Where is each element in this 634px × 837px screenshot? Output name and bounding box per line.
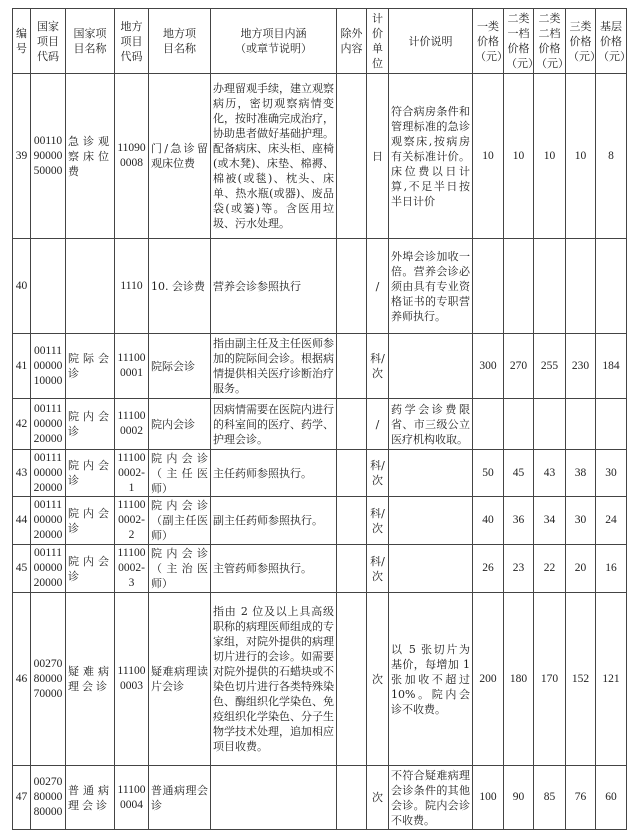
content: 因病情需要在医院内进行的科室间的医疗、药学、护理会诊。 [211, 399, 337, 450]
local-name: 院际会诊 [149, 334, 211, 399]
national-code-line: 50000 [33, 164, 63, 177]
table-row [13, 593, 627, 766]
unit: 次 [367, 593, 389, 766]
pricing-note: 外埠会诊加收一倍。营养会诊必须由具有专业资格证书的专职营养师执行。 [389, 239, 473, 334]
local-code [115, 239, 149, 334]
price-base [596, 239, 627, 334]
table-row [13, 334, 627, 399]
local-code-line: 11100 [117, 783, 146, 796]
header-pricing-note: 计价说明 [389, 9, 473, 74]
price-class2a: 90 [504, 766, 534, 830]
table-row [13, 399, 627, 450]
row-no: 46 [13, 593, 31, 766]
header-price-class2b: 二类二档价格（元） [534, 9, 566, 74]
price-class2b: 34 [534, 497, 566, 545]
national-code [31, 239, 66, 334]
price-class2b: 255 [534, 334, 566, 399]
local-code-line: 11100 [117, 547, 146, 559]
national-code-line: 00000 [33, 514, 63, 526]
table-row [13, 74, 627, 239]
content: 指由副主任及主任医师参加的院际间会诊。根据病情提供相关医疗诊断治疗服务。 [211, 334, 337, 399]
local-code [115, 450, 149, 497]
price-class3: 230 [566, 334, 596, 399]
row-no: 39 [13, 74, 31, 239]
row-no: 42 [13, 399, 31, 450]
national-name: 院内会诊 [66, 497, 115, 545]
local-code [115, 334, 149, 399]
excluded [337, 239, 367, 334]
national-code-line: 00110 [33, 134, 63, 147]
price-class2b [534, 399, 566, 450]
national-code-line: 00000 [33, 359, 63, 372]
unit: 科/次 [367, 497, 389, 545]
national-code [31, 497, 66, 545]
price-base: 184 [596, 334, 627, 399]
header-price-class2a: 二类一档价格（元） [504, 9, 534, 74]
header-local-code: 地方项目代码 [115, 9, 149, 74]
unit: 日 [367, 74, 389, 239]
price-class1 [473, 399, 504, 450]
price-class2a: 45 [504, 450, 534, 497]
header-row [13, 9, 627, 74]
price-class3: 30 [566, 497, 596, 545]
content: 主任药师参照执行。 [211, 450, 337, 497]
national-code-line: 80000 [33, 806, 63, 818]
unit: 科/次 [367, 450, 389, 497]
local-code-line: 11100 [117, 352, 146, 364]
unit: 次 [367, 766, 389, 830]
local-code [115, 74, 149, 239]
table-row [13, 239, 627, 334]
price-base: 8 [596, 74, 627, 239]
row-no: 40 [13, 239, 31, 334]
price-class2a: 180 [504, 593, 534, 766]
content: 主管药师参照执行。 [211, 545, 337, 593]
national-code-line: 00270 [33, 776, 63, 788]
local-name: 10. 会诊费 [149, 239, 211, 334]
national-code-line: 10000 [33, 374, 63, 387]
header-local-name: 地方项目名称 [149, 9, 211, 74]
national-code-line: 80000 [33, 791, 63, 803]
national-code-line: 20000 [33, 577, 63, 589]
excluded [337, 593, 367, 766]
national-name: 院际会诊 [66, 334, 115, 399]
local-code-line: 0002 [120, 425, 143, 437]
local-name: 院内会诊 [149, 399, 211, 450]
price-base [596, 399, 627, 450]
national-code-line: 80000 [33, 672, 63, 685]
national-code [31, 74, 66, 239]
local-name: 普通病理会诊 [149, 766, 211, 830]
price-class2b: 10 [534, 74, 566, 239]
pricing-table [12, 8, 631, 830]
local-code-line: 0002- [118, 562, 145, 574]
header-national-name: 国家项目名称 [66, 9, 115, 74]
price-class2b: 85 [534, 766, 566, 830]
national-code [31, 334, 66, 399]
national-code [31, 450, 66, 497]
price-class1: 40 [473, 497, 504, 545]
price-class1 [473, 239, 504, 334]
local-code [115, 766, 149, 830]
price-class2a: 270 [504, 334, 534, 399]
price-class1: 10 [473, 74, 504, 239]
local-code-line: 3 [128, 577, 135, 589]
price-class2b [534, 239, 566, 334]
local-code-line: 11100 [117, 410, 146, 422]
national-code-line: 00000 [33, 562, 63, 574]
local-name: 疑难病理读片会诊 [149, 593, 211, 766]
national-name: 院内会诊 [66, 545, 115, 593]
header-no: 编号 [13, 9, 31, 74]
local-code-line: 0004 [120, 798, 143, 811]
table-row [13, 450, 627, 497]
price-class1: 200 [473, 593, 504, 766]
local-code [115, 399, 149, 450]
price-class2a [504, 399, 534, 450]
content: 指由 2 位及以上具高级职称的病理医师组成的专家组，对院外提供的病理切片进行的会诊。如需要对院外提供的石蜡块或不染色切片进行各类特殊染色、酶组织化学染色、免疫组织化学染色、分子生物学技术处理，追加相应项目收费。 [211, 593, 337, 766]
price-class2a: 10 [504, 74, 534, 239]
price-base: 24 [596, 497, 627, 545]
content: 副主任药师参照执行。 [211, 497, 337, 545]
national-code-line: 00111 [34, 547, 62, 559]
pricing-note: 不符合疑难病理会诊条件的其他会诊。院内会诊不收费。 [389, 766, 473, 830]
pricing-note [389, 450, 473, 497]
price-class2b: 22 [534, 545, 566, 593]
price-class2b: 170 [534, 593, 566, 766]
price-base: 16 [596, 545, 627, 593]
national-code [31, 399, 66, 450]
local-code-line: 11100 [117, 665, 146, 677]
pricing-note [389, 334, 473, 399]
excluded [337, 497, 367, 545]
price-class2b: 43 [534, 450, 566, 497]
excluded [337, 334, 367, 399]
table-row [13, 545, 627, 593]
local-code [115, 593, 149, 766]
content [211, 766, 337, 830]
header-price-class3: 三类价格（元） [566, 9, 596, 74]
header-content-line1: 地方项目内涵 [240, 27, 307, 40]
excluded [337, 399, 367, 450]
local-name: 院内会诊（主任医师） [149, 450, 211, 497]
header-content [211, 9, 337, 74]
row-no: 47 [13, 766, 31, 830]
content: 办理留观手续，建立观察病历，密切观察病情变化，按时准确完成治疗，协助患者做好基础护理。配备病床、床头柜、座椅(或木凳)、床垫、棉褥、棉被(或毯)、枕头、床单、热水瓶(或器)、废品袋(或篓)等。含医用垃圾、污水处理。 [211, 74, 337, 239]
local-code-line: 0002- [118, 466, 145, 479]
price-base: 30 [596, 450, 627, 497]
local-code-line: 2 [128, 529, 135, 541]
local-name: 门/急诊留观床位费 [149, 74, 211, 239]
national-code [31, 766, 66, 830]
content: 营养会诊参照执行 [211, 239, 337, 334]
local-name: 院内会诊（副主任医师） [149, 497, 211, 545]
local-code-line: 1110 [120, 279, 143, 292]
excluded [337, 766, 367, 830]
national-name: 院内会诊 [66, 399, 115, 450]
price-class2a: 23 [504, 545, 534, 593]
local-code [115, 545, 149, 593]
national-code-line: 70000 [33, 687, 63, 700]
local-code-line: 11090 [117, 142, 146, 154]
local-code-line: 0001 [120, 367, 143, 379]
price-class2a: 36 [504, 497, 534, 545]
national-code [31, 545, 66, 593]
national-name: 疑难病理会诊 [66, 593, 115, 766]
local-code-line: 11100 [117, 451, 146, 464]
header-price-base: 基层价格（元） [596, 9, 627, 74]
row-no: 44 [13, 497, 31, 545]
national-code-line: 90000 [33, 149, 63, 162]
price-class3: 20 [566, 545, 596, 593]
national-name: 急诊观察床位费 [66, 74, 115, 239]
excluded [337, 450, 367, 497]
price-base: 121 [596, 593, 627, 766]
row-no: 41 [13, 334, 31, 399]
excluded [337, 545, 367, 593]
header-price-class1: 一类价格（元） [473, 9, 504, 74]
price-class1: 26 [473, 545, 504, 593]
local-code-line: 0002- [118, 514, 145, 526]
pricing-note [389, 497, 473, 545]
price-class1: 300 [473, 334, 504, 399]
pricing-note: 符合病房条件和管理标准的急诊观察床,按病房有关标准计价。床位费以日计算,不足半日按半日计价 [389, 74, 473, 239]
header-excluded: 除外内容 [337, 9, 367, 74]
unit: / [367, 239, 389, 334]
header-unit: 计价单位 [367, 9, 389, 74]
local-code [115, 497, 149, 545]
national-code-line: 00000 [33, 417, 63, 430]
row-no: 45 [13, 545, 31, 593]
pricing-note [389, 545, 473, 593]
national-code-line: 00111 [34, 344, 62, 357]
local-code-line: 0008 [120, 157, 143, 169]
price-class3: 76 [566, 766, 596, 830]
national-code-line: 00000 [33, 466, 63, 479]
header-content-line2: （或章节说明） [235, 42, 312, 55]
national-name [66, 239, 115, 334]
price-class3 [566, 399, 596, 450]
national-code-line: 20000 [33, 529, 63, 541]
price-base: 60 [596, 766, 627, 830]
local-code-line: 11100 [117, 499, 146, 511]
national-code-line: 00270 [33, 657, 63, 670]
local-code-line: 0003 [120, 680, 143, 692]
unit: 科/次 [367, 334, 389, 399]
price-class3: 152 [566, 593, 596, 766]
local-name: 院内会诊（主治医师） [149, 545, 211, 593]
pricing-note: 以 5 张切片为基价，每增加 1 张加收不超过 10%。院内会诊不收费。 [389, 593, 473, 766]
unit: / [367, 399, 389, 450]
price-class1: 50 [473, 450, 504, 497]
national-name: 普通病理会诊 [66, 766, 115, 830]
unit: 科/次 [367, 545, 389, 593]
price-class3 [566, 239, 596, 334]
header-national-code: 国家项目代码 [31, 9, 66, 74]
price-class3: 38 [566, 450, 596, 497]
national-name: 院内会诊 [66, 450, 115, 497]
excluded [337, 74, 367, 239]
price-class2a [504, 239, 534, 334]
price-class1: 100 [473, 766, 504, 830]
table-row [13, 497, 627, 545]
pricing-note: 药学会诊费限省、市三级公立医疗机构收取。 [389, 399, 473, 450]
price-class3: 10 [566, 74, 596, 239]
national-code-line: 00111 [34, 402, 62, 415]
national-code-line: 00111 [34, 451, 62, 464]
national-code-line: 20000 [33, 481, 63, 494]
local-code-line: 1 [128, 481, 135, 494]
table-row [13, 766, 627, 830]
national-code-line: 20000 [33, 432, 63, 445]
row-no: 43 [13, 450, 31, 497]
national-code-line: 00111 [34, 499, 62, 511]
national-code [31, 593, 66, 766]
